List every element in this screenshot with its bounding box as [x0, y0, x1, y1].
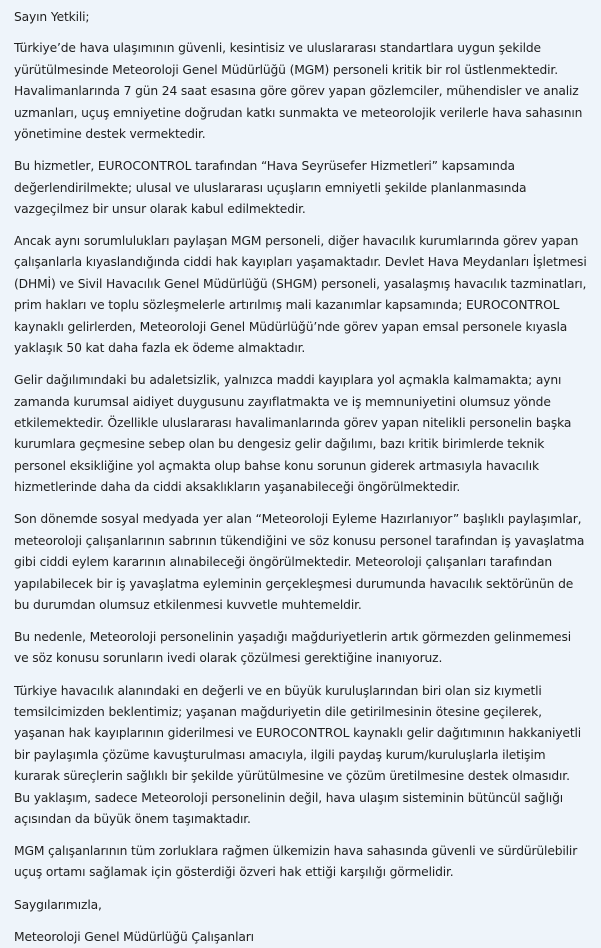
- paragraph-8: MGM çalışanlarının tüm zorluklara rağmen ülkemizin hava sahasında güvenli ve sürdürülebilir uçuş ortamı sağlamak için gösterdiği özveri hak ettiği karşılığı görmelidir.: [14, 844, 578, 880]
- salutation: Sayın Yetkili;: [14, 10, 90, 24]
- paragraph-4: Gelir dağılımındaki bu adaletsizlik, yalnızca maddi kayıplara yol açmakla kalmamakta; aynı zamanda kurumsal aidiyet duygusunu zayıflatmakta ve iş memnuniyetini olumsuz yönde etkilemektedir. Özellikle uluslararası havalimanlarında görev yapan nitelikli personelin başka kurumlara geçmesine sebep olan bu dengesiz gelir dağılımı, bazı kritik birimlerde teknik personel eksikliğine yol açmakta olup bahse konu sorunun giderek artmasıyla havacılık hizmetlerinde daha da ciddi aksaklıkların yaşanabileceği öngörülmektedir.: [14, 373, 572, 495]
- paragraph-5: Son dönemde sosyal medyada yer alan “Meteoroloji Eyleme Hazırlanıyor” başlıklı paylaşımlar, meteoroloji çalışanlarının sabrının tükendiğini ve söz konusu personel tarafından iş yavaşlatma gibi ciddi eylem kararının alınabileceği öngörülmektedir. Meteoroloji çalışanları tarafından yapılabilecek bir iş yavaşlatma eyleminin gerçekleşmesi durumunda havacılık sektörünün de bu durumdan olumsuz etkilenmesi kuvvetle muhtemeldir.: [14, 512, 585, 612]
- paragraph-2: Bu hizmetler, EUROCONTROL tarafından “Hava Seyrüsefer Hizmetleri” kapsamında değerlendirilmekte; ulusal ve uluslararası uçuşların emniyetli şekilde planlanmasında vazgeçilmez bir unsur olarak kabul edilmektedir.: [14, 159, 527, 216]
- paragraph-6: Bu nedenle, Meteoroloji personelinin yaşadığı mağduriyetlerin artık görmezden gelinmemesi ve söz konusu sorunların ivedi olarak çözülmesi gerektiğine inanıyoruz.: [14, 630, 571, 666]
- paragraph-3: Ancak aynı sorumlulukları paylaşan MGM personeli, diğer havacılık kurumlarında görev yapan çalışanlarla kıyaslandığında ciddi hak kayıpları yaşamaktadır. Devlet Hava Meydanları İşletmesi (DHMİ) ve Sivil Havacılık Genel Müdürlüğü (SHGM) personeli, yasalaşmış havacılık tazminatları, prim hakları ve toplu sözleşmelerle artırılmış mali kazanımlar kapsamında; EUROCONTROL kaynaklı gelirlerden, Meteoroloji Genel Müdürlüğü’nde görev yapan emsal personele kıyasla yaklaşık 50 kat daha fazla ek ödeme almaktadır.: [14, 234, 587, 356]
- closing: Saygılarımızla,: [14, 897, 102, 912]
- signature: Meteoroloji Genel Müdürlüğü Çalışanları: [14, 929, 254, 944]
- paragraph-1: Türkiye’de hava ulaşımının güvenli, kesintisiz ve uluslararası standartlara uygun şekilde yürütülmesinde Meteoroloji Genel Müdürlüğü (MGM) personeli kritik bir rol üstlenmektedir. Havalimanlarında 7 gün 24 saat esasına göre görev yapan gözlemciler, mühendisler ve analiz uzmanları, uçuş emniyetine doğrudan katkı sunmakta ve meteorolojik verilerle hava sahasının yönetimine destek vermektedir.: [14, 41, 583, 142]
- paragraph-7: Türkiye havacılık alanındaki en değerli ve en büyük kuruluşlarından biri olan siz kıymetli temsilcimizden beklentimiz; yaşanan mağduriyetin dile getirilmesinin ötesine geçilerek, yaşanan hak kayıplarının giderilmesi ve EUROCONTROL kaynaklı gelir dağıtımının hakkaniyetli bir paylaşımla çözüme kavuşturulması amacıyla, ilgili paydaş kurum/kuruluşlarla iletişim kurarak süreçlerin sağlıklı bir şekilde yürütülmesine ve çözüm üretilmesine destek olmasıdır. Bu yaklaşım, sadece Meteoroloji personelinin değil, hava ulaşım sisteminin bütüncül sağlığı açısından da büyük önem taşımaktadır.: [14, 683, 582, 826]
